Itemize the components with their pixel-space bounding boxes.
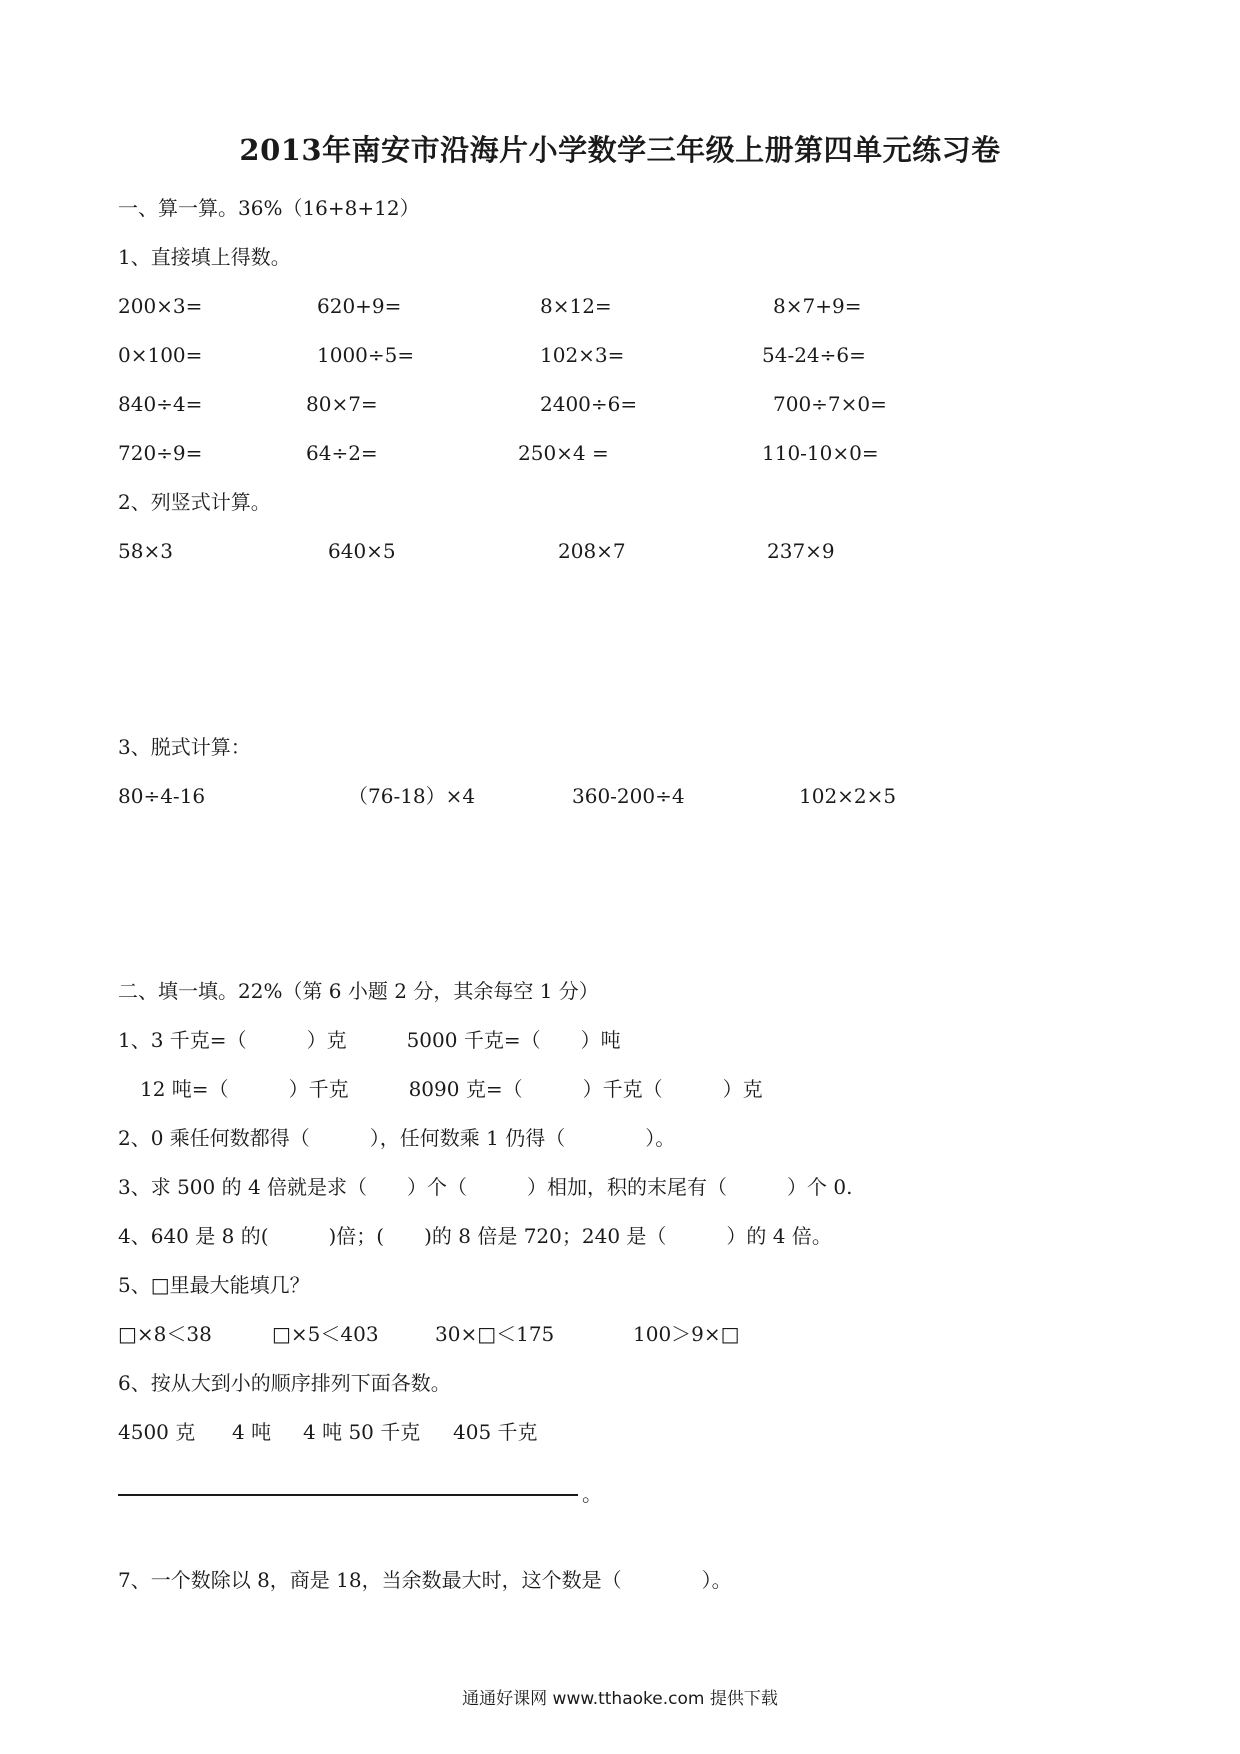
inequality-item: □×5＜403 (272, 1322, 379, 1346)
inequality-item: 30×□＜175 (435, 1322, 555, 1346)
oral-calc-item: 250×4 = (518, 441, 609, 465)
oral-calc-item: 8×12= (540, 294, 612, 318)
oral-calc-item: 2400÷6= (540, 392, 638, 416)
oral-calc-item: 64÷2= (306, 441, 378, 465)
step-calc-item: 360-200÷4 (572, 784, 685, 808)
fill-q1-line2: 12 吨=（ ）千克 8090 克=（ ）千克（ ）克 (140, 1077, 763, 1101)
q3-label: 3、脱式计算： (118, 735, 251, 759)
footer-credit: 通通好课网 www.tthaoke.com 提供下载 (462, 1689, 778, 1709)
oral-calc-item: 8×7+9= (773, 294, 862, 318)
step-calc-item: 80÷4-16 (118, 784, 206, 808)
fill-q7: 7、一个数除以 8，商是 18，当余数最大时，这个数是（ ）。 (118, 1568, 732, 1592)
vertical-calc-item: 640×5 (328, 539, 396, 563)
fill-q4: 4、640 是 8 的( )倍；( )的 8 倍是 720；240 是（ ）的 4 倍。 (118, 1224, 832, 1248)
q2-label: 2、列竖式计算。 (118, 490, 271, 514)
oral-calc-item: 840÷4= (118, 392, 203, 416)
section2-heading: 二、填一填。22%（第 6 小题 2 分，其余每空 1 分） (118, 979, 599, 1003)
oral-calc-item: 0×100= (118, 343, 203, 367)
fill-q5-label: 5、□里最大能填几？ (118, 1273, 310, 1297)
oral-calc-item: 200×3= (118, 294, 203, 318)
fill-q3: 3、求 500 的 4 倍就是求（ ）个（ ）相加，积的末尾有（ ）个 0. (118, 1175, 853, 1199)
step-calc-item: 102×2×5 (799, 784, 897, 808)
vertical-calc-item: 237×9 (767, 539, 835, 563)
oral-calc-item: 700÷7×0= (773, 392, 887, 416)
weight-item: 405 千克 (453, 1420, 538, 1444)
inequality-item: 100＞9×□ (633, 1322, 740, 1346)
vertical-calc-item: 58×3 (118, 539, 173, 563)
section1-heading: 一、算一算。36%（16+8+12） (118, 196, 420, 220)
oral-calc-item: 102×3= (540, 343, 625, 367)
oral-calc-item: 620+9= (317, 294, 402, 318)
q1-label: 1、直接填上得数。 (118, 245, 291, 269)
weight-item: 4 吨 (232, 1420, 272, 1444)
vertical-calc-item: 208×7 (558, 539, 626, 563)
oral-calc-item: 110-10×0= (762, 441, 879, 465)
oral-calc-item: 54-24÷6= (762, 343, 866, 367)
inequality-item: □×8＜38 (118, 1322, 212, 1346)
answer-line-end-mark: 。 (582, 1482, 602, 1506)
fill-q1-line1: 1、3 千克=（ ）克 5000 千克=（ ）吨 (118, 1028, 621, 1052)
oral-calc-item: 1000÷5= (317, 343, 415, 367)
fill-q2: 2、0 乘任何数都得（ ），任何数乘 1 仍得（ ）。 (118, 1126, 676, 1150)
step-calc-item: （76-18）×4 (348, 784, 476, 808)
weight-item: 4 吨 50 千克 (303, 1420, 421, 1444)
oral-calc-item: 80×7= (306, 392, 378, 416)
oral-calc-item: 720÷9= (118, 441, 203, 465)
fill-q6-label: 6、按从大到小的顺序排列下面各数。 (118, 1371, 451, 1395)
weight-item: 4500 克 (118, 1420, 196, 1444)
answer-line (118, 1494, 578, 1496)
page-title: 2013年南安市沿海片小学数学三年级上册第四单元练习卷 (239, 133, 1001, 167)
